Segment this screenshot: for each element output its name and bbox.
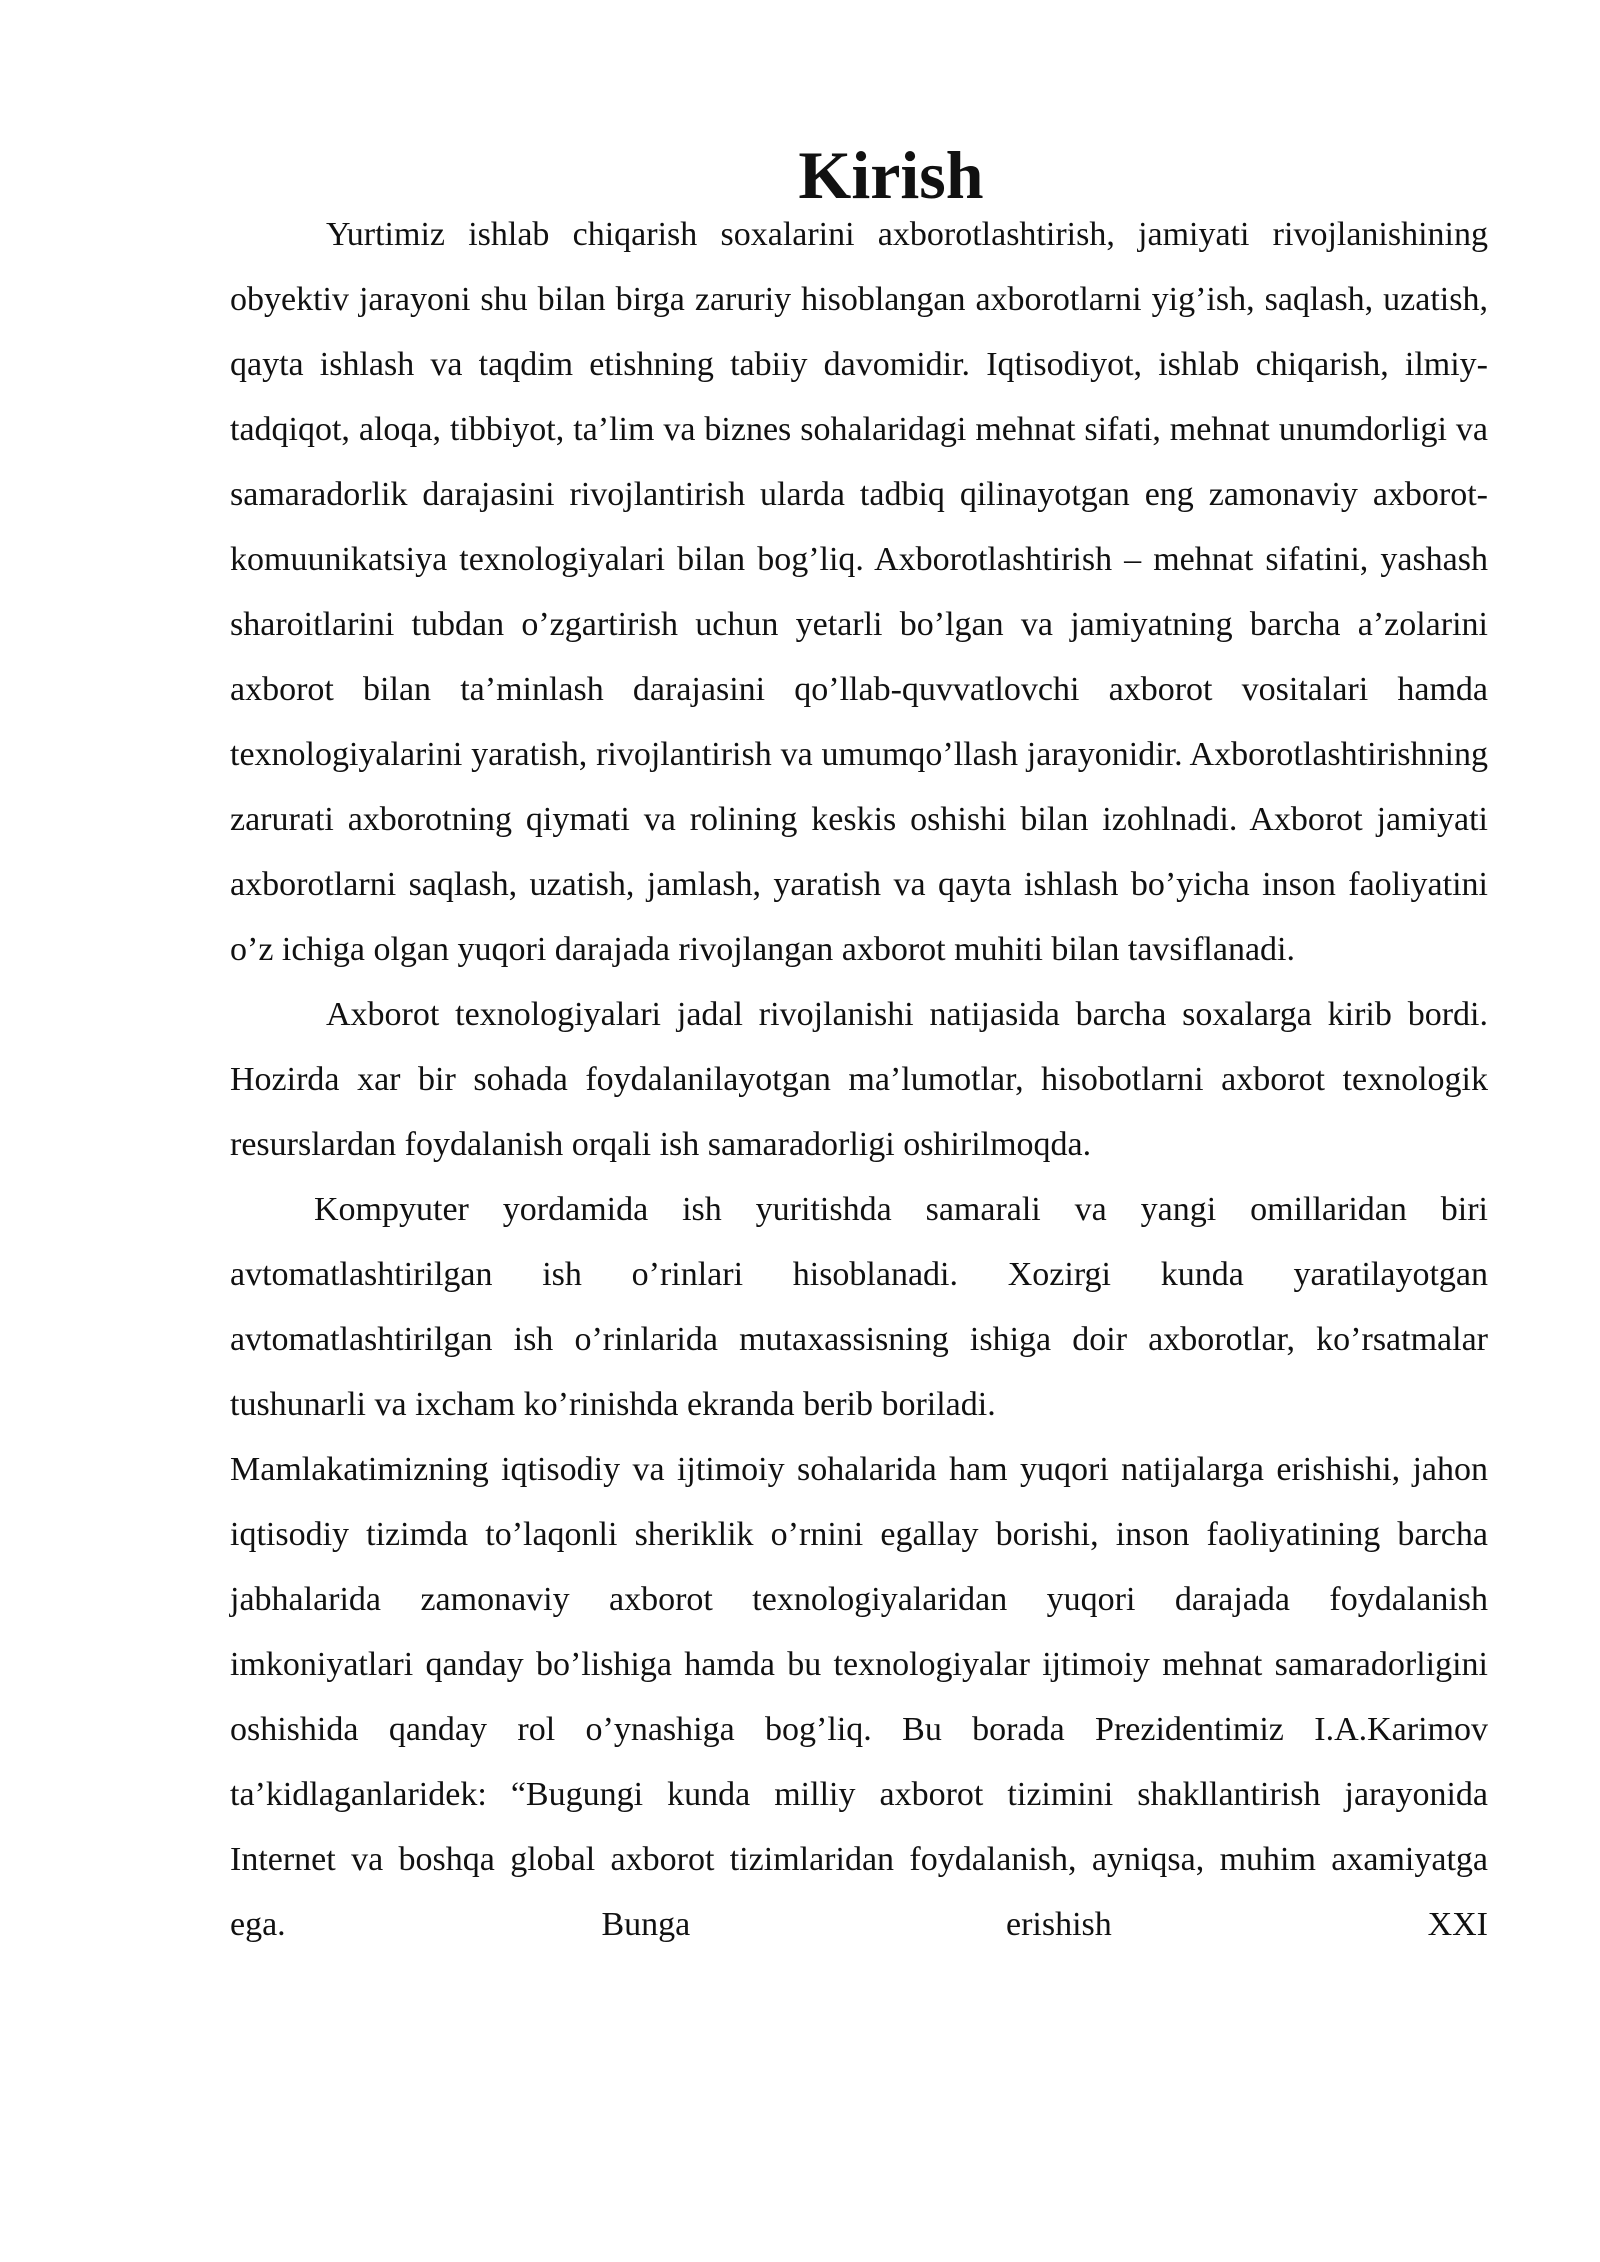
page-title: Kirish xyxy=(798,137,984,213)
paragraph-1: Yurtimiz ishlab chiqarish soxalarini axborotlashtirish, jamiyati rivojlanishining obyektiv jarayoni shu bilan birga zaruriy hisoblangan axborotlarni yig’ish, saqlash, uzatish, qayta ishlash va taqdim etishning tabiiy davomidir. Iqtisodiyot, ishlab chiqarish, ilmiy-tadqiqot, aloqa, tibbiyot, ta’lim va biznes sohalaridagi mehnat sifati, mehnat unumdorligi va samaradorlik darajasini rivojlantirish ularda tadbiq qilinayotgan eng zamonaviy axborot-komuunikatsiya texnologiyalari bilan bog’liq. Axborotlashtirish – mehnat sifatini, yashash sharoitlarini tubdan o’zgartirish uchun yetarli bo’lgan va jamiyatning barcha a’zolarini axborot bilan ta’minlash darajasini qo’llab-quvvatlovchi axborot vositalari hamda texnologiyalarini yaratish, rivojlantirish va umumqo’llash jarayonidir. Axborotlashtirishning zarurati axborotning qiymati va rolining keskis oshishi bilan izohlnadi. Axborot jamiyati axborotlarni saqlash, uzatish, jamlash, yaratish va qayta ishlash bo’yicha inson faoliyatini o’z ichiga olgan yuqori darajada rivojlangan axborot muhiti bilan tavsiflanadi. xyxy=(230,216,1488,968)
paragraph-3: Kompyuter yordamida ish yuritishda samarali va yangi omillaridan biri avtomatlashtirilgan ish o’rinlari hisoblanadi. Xozirgi kunda yaratilayotgan avtomatlashtirilgan ish o’rinlarida mutaxassisning ishiga doir axborotlar, ko’rsatmalar tushunarli va ixcham ko’rinishda ekranda berib boriladi. xyxy=(230,1191,1488,1423)
paragraph-2: Axborot texnologiyalari jadal rivojlanishi natijasida barcha soxalarga kirib bordi. Hozirda xar bir sohada foydalanilayotgan ma’lumotlar, hisobotlarni axborot texnologik resurslardan foydalanish orqali ish samaradorligi oshirilmoqda. xyxy=(230,996,1488,1163)
document-body xyxy=(230,137,1488,1957)
paragraph-4: Mamlakatimizning iqtisodiy va ijtimoiy sohalarida ham yuqori natijalarga erishishi, jahon iqtisodiy tizimda to’laqonli sheriklik o’rnini egallay borishi, inson faoliyatining barcha jabhalarida zamonaviy axborot texnologiyalaridan yuqori darajada foydalanish imkoniyatlari qanday bo’lishiga hamda bu texnologiyalar ijtimoiy mehnat samaradorligini oshishida qanday rol o’ynashiga bog’liq. Bu borada Prezidentimiz I.A.Karimov ta’kidlaganlaridek: “Bugungi kunda milliy axborot tizimini shakllantirish jarayonida Internet va boshqa global axborot tizimlaridan foydalanish, ayniqsa, muhim axamiyatga ega. Bunga erishish XXI xyxy=(230,1451,1488,1943)
